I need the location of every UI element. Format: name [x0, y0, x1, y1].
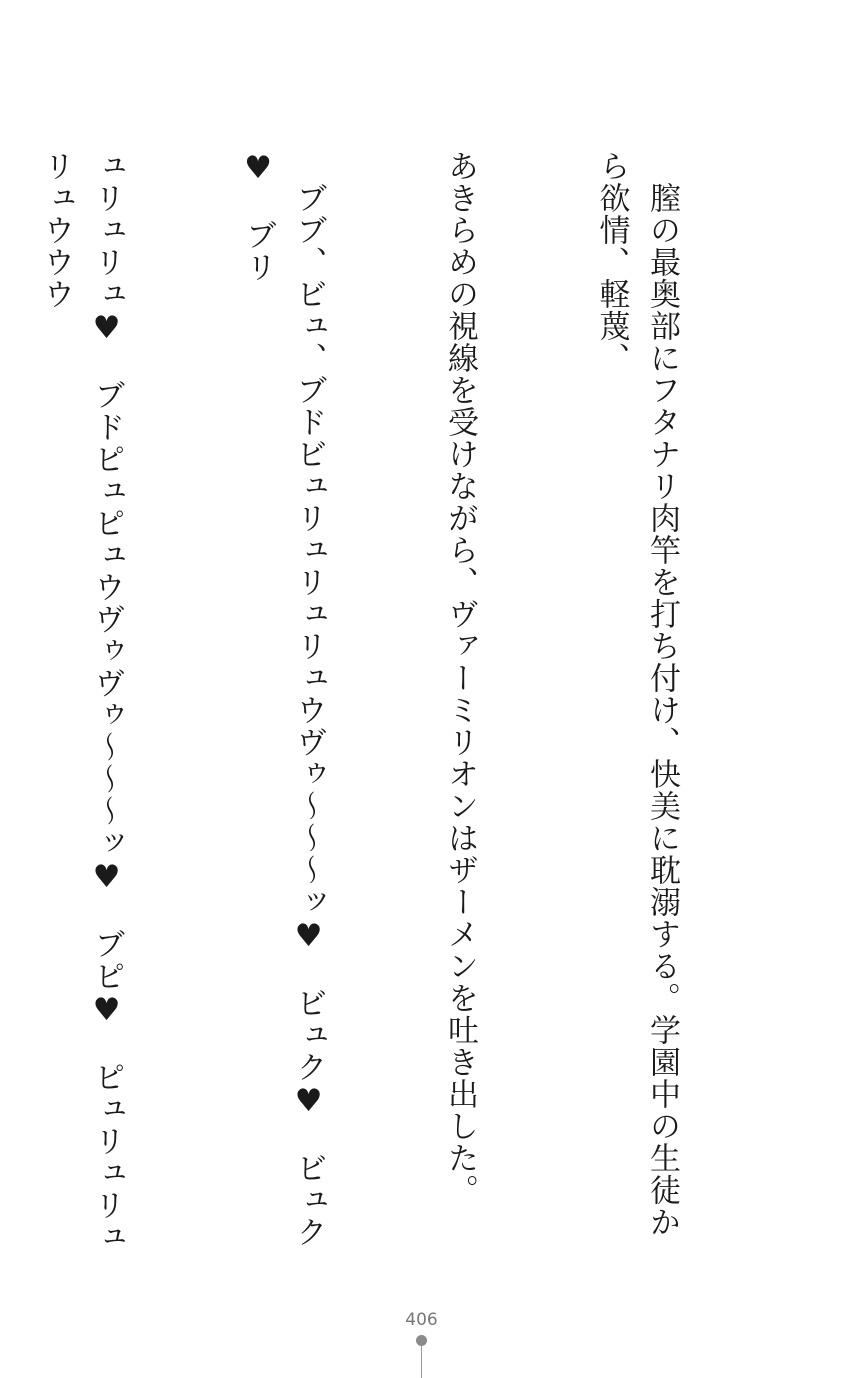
page-marker-line — [421, 1346, 422, 1378]
page-marker-dot-icon — [416, 1335, 427, 1346]
novel-text-block — [38, 150, 788, 1260]
text-line: ュリュリュ♥ ブドピュピュウヴゥヴゥ〜〜〜ッ♥ ブピ♥ ピュリュリュリュウウウ — [38, 150, 125, 1253]
page-number: 406 — [405, 1310, 438, 1330]
text-line: あきらめの視線を受けながら、ヴァーミリオンはザーメンを吐き出した。 — [442, 150, 478, 1206]
text-line: 膣の最奥部にフタナリ肉竿を打ち付け、快美に耽溺する。学園中の生徒から欲情、軽蔑、 — [593, 150, 680, 1238]
text-line: ブブ、ビュ、ブドビュリュリュリュウヴゥ〜〜〜ッ♥ ビュク♥ ビュク♥ ブリ — [240, 150, 327, 1248]
